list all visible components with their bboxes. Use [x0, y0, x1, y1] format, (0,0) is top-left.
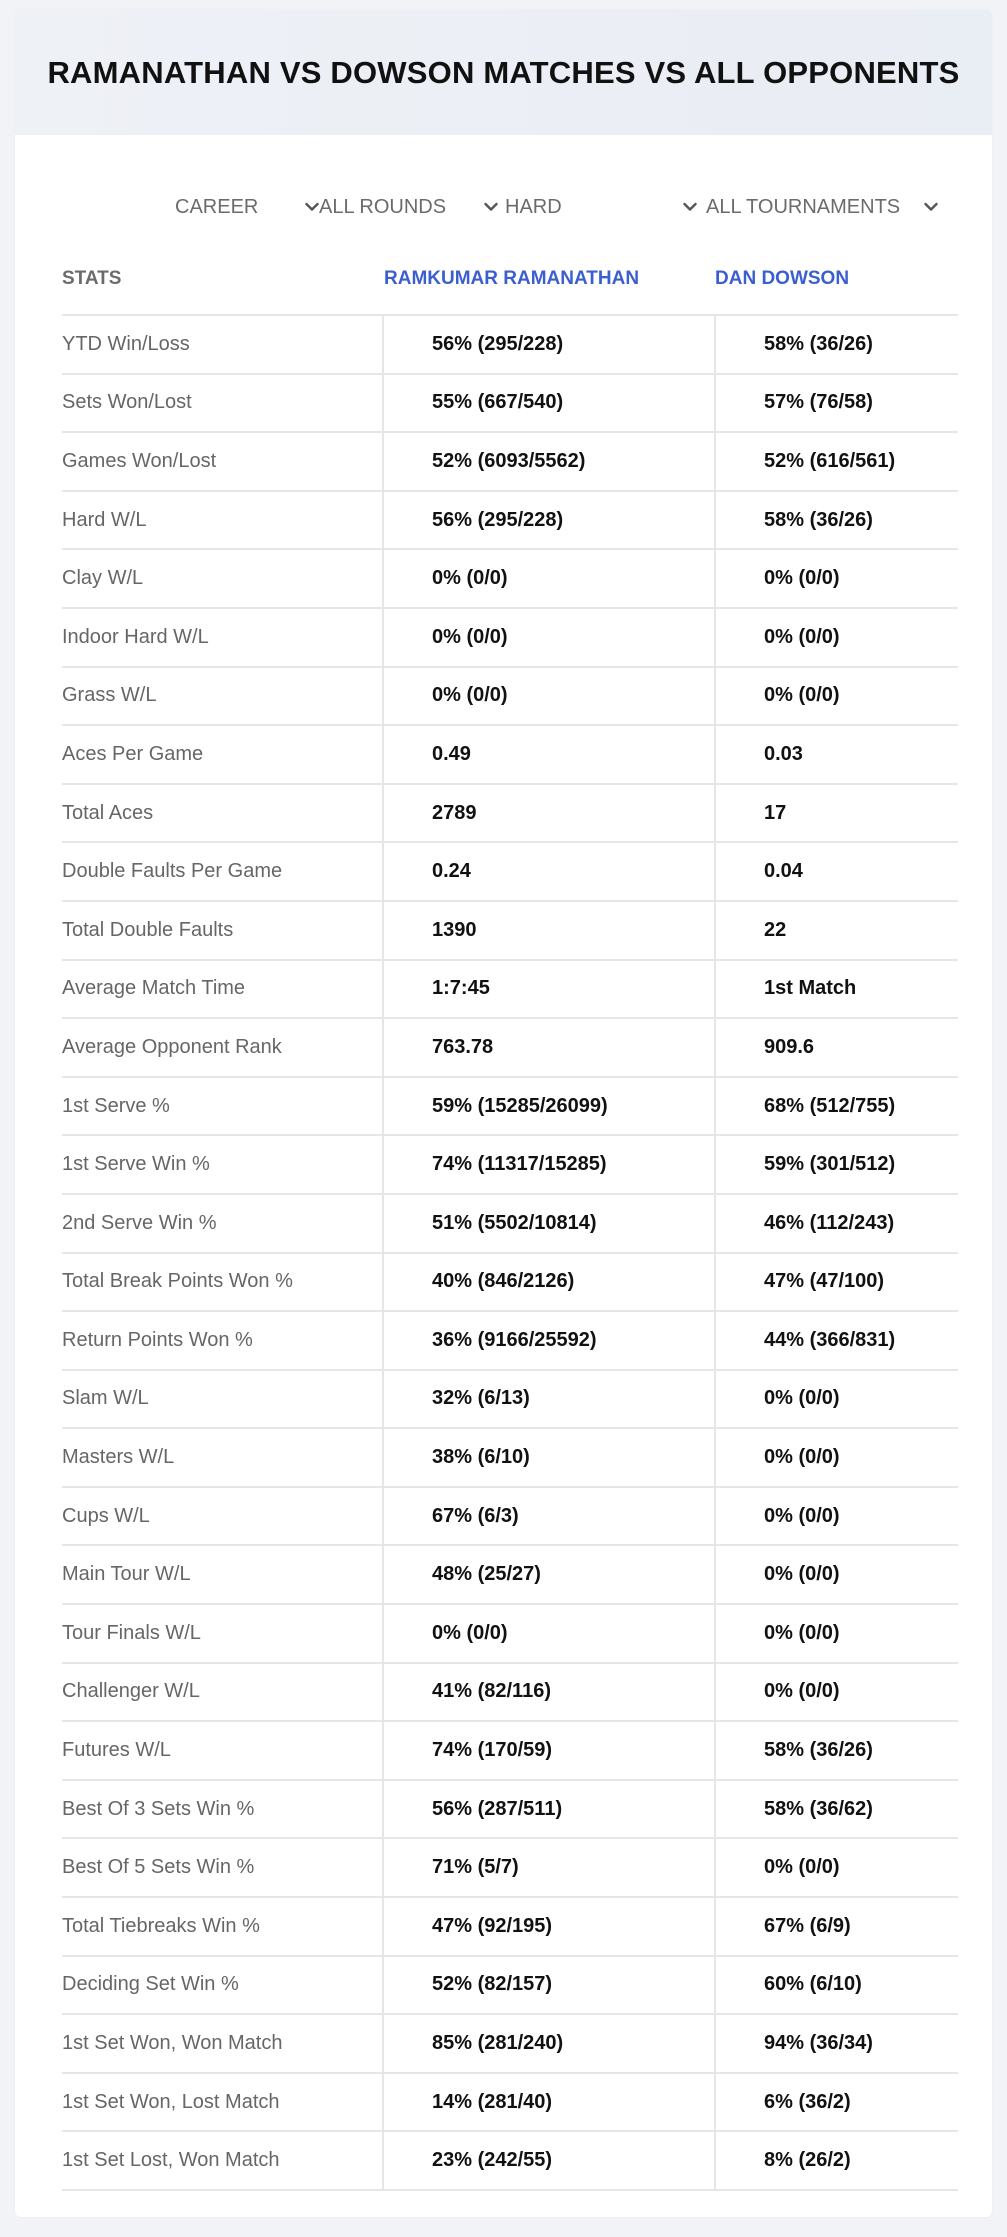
chevron-down-icon — [304, 195, 320, 219]
stat-label: Total Aces — [62, 801, 154, 824]
table-row — [62, 1488, 958, 1547]
filter-bar — [15, 182, 992, 232]
stat-label: 1st Set Won, Won Match — [62, 2032, 283, 2055]
rounds-filter-label: ALL ROUNDS — [319, 195, 447, 218]
table-row — [62, 492, 958, 551]
player1-value: 1390 — [432, 918, 477, 941]
player2-value: 0.03 — [764, 742, 803, 765]
stat-label: Indoor Hard W/L — [62, 625, 209, 648]
table-row — [62, 1605, 958, 1664]
stat-label: 1st Serve Win % — [62, 1153, 210, 1176]
player1-value: 85% (281/240) — [432, 2032, 564, 2055]
stat-label: Masters W/L — [62, 1446, 175, 1469]
stat-label: Aces Per Game — [62, 742, 204, 765]
stat-label: 1st Set Lost, Won Match — [62, 2149, 280, 2172]
stat-label: Total Tiebreaks Win % — [62, 1914, 260, 1937]
player2-value: 57% (76/58) — [764, 391, 873, 414]
stat-label: Cups W/L — [62, 1504, 150, 1527]
stat-label: Total Break Points Won % — [62, 1270, 293, 1293]
stat-label: Deciding Set Win % — [62, 1973, 239, 1996]
player1-value: 56% (287/511) — [432, 1797, 563, 1820]
player1-value: 74% (11317/15285) — [432, 1153, 607, 1176]
player2-value: 17 — [764, 801, 787, 824]
player1-value: 36% (9166/25592) — [432, 1328, 597, 1351]
player2-value: 8% (26/2) — [764, 2149, 851, 2172]
player2-value: 59% (301/512) — [764, 1153, 896, 1176]
stat-label: Total Double Faults — [62, 918, 234, 941]
table-row — [62, 1722, 958, 1781]
player2-value: 68% (512/755) — [764, 1094, 896, 1117]
player1-value: 0% (0/0) — [432, 625, 508, 648]
career-filter-label: CAREER — [175, 195, 259, 218]
player1-value: 56% (295/228) — [432, 332, 564, 355]
stat-label: Challenger W/L — [62, 1680, 200, 1703]
table-row — [62, 1254, 958, 1313]
table-row — [62, 902, 958, 961]
player1-value: 67% (6/3) — [432, 1504, 519, 1527]
player1-value: 59% (15285/26099) — [432, 1094, 608, 1117]
player1-value: 47% (92/195) — [432, 1914, 553, 1937]
table-row — [62, 1898, 958, 1957]
stats-table — [62, 243, 958, 2191]
player1-value: 52% (82/157) — [432, 1973, 553, 1996]
player2-value: 909.6 — [764, 1035, 815, 1058]
stat-label: Average Match Time — [62, 977, 246, 1000]
tournaments-filter-label: ALL TOURNAMENTS — [706, 195, 901, 218]
table-row — [62, 1195, 958, 1254]
player1-value: 38% (6/10) — [432, 1446, 530, 1469]
table-row — [62, 2015, 958, 2074]
player1-value: 763.78 — [432, 1035, 494, 1058]
player2-value: 94% (36/34) — [764, 2032, 873, 2055]
player2-value: 58% (36/26) — [764, 332, 873, 355]
player2-value: 58% (36/26) — [764, 508, 873, 531]
player1-value: 41% (82/116) — [432, 1680, 551, 1703]
career-filter-select[interactable] — [175, 182, 320, 232]
table-row — [62, 1078, 958, 1137]
player1-value: 32% (6/13) — [432, 1387, 530, 1410]
tournaments-filter-select[interactable] — [706, 182, 939, 232]
player1-value: 0% (0/0) — [432, 684, 508, 707]
player2-value: 0% (0/0) — [764, 567, 840, 590]
table-row — [62, 843, 958, 902]
player2-value: 22 — [764, 918, 787, 941]
table-row — [62, 2074, 958, 2133]
stat-label: Average Opponent Rank — [62, 1035, 282, 1058]
player2-value: 58% (36/26) — [764, 1739, 873, 1762]
player2-value: 52% (616/561) — [764, 449, 896, 472]
table-row — [62, 1957, 958, 2016]
stats-column-header: STATS — [62, 267, 122, 289]
stat-label: Double Faults Per Game — [62, 860, 283, 883]
table-row — [62, 2132, 958, 2191]
player2-value: 0% (0/0) — [764, 625, 840, 648]
table-row — [62, 1429, 958, 1488]
player2-value: 58% (36/62) — [764, 1797, 873, 1820]
table-row — [62, 726, 958, 785]
stat-label: Main Tour W/L — [62, 1563, 191, 1586]
stat-label: Grass W/L — [62, 684, 157, 707]
table-row — [62, 961, 958, 1020]
player1-value: 14% (281/40) — [432, 2090, 553, 2113]
table-row — [62, 1312, 958, 1371]
stat-label: 1st Serve % — [62, 1094, 170, 1117]
stats-card — [15, 10, 992, 2217]
player1-value: 0% (0/0) — [432, 1621, 508, 1644]
stat-label: Sets Won/Lost — [62, 391, 192, 414]
stat-label: 2nd Serve Win % — [62, 1211, 217, 1234]
player2-value: 60% (6/10) — [764, 1973, 862, 1996]
surface-filter-select[interactable] — [505, 182, 698, 232]
table-row — [62, 375, 958, 434]
chevron-down-icon — [923, 195, 939, 219]
player2-value: 0% (0/0) — [764, 1680, 840, 1703]
player1-value: 51% (5502/10814) — [432, 1211, 597, 1234]
table-row — [62, 1371, 958, 1430]
table-row — [62, 1019, 958, 1078]
table-body — [62, 316, 958, 2191]
player1-value: 0% (0/0) — [432, 567, 508, 590]
table-row — [62, 316, 958, 375]
table-row — [62, 668, 958, 727]
player1-value: 52% (6093/5562) — [432, 449, 586, 472]
table-row — [62, 1839, 958, 1898]
player1-value: 71% (5/7) — [432, 1856, 519, 1879]
stat-label: YTD Win/Loss — [62, 332, 190, 355]
player1-value: 1:7:45 — [432, 977, 490, 1000]
table-row — [62, 433, 958, 492]
stat-label: Futures W/L — [62, 1739, 171, 1762]
surface-filter-label: HARD — [505, 195, 562, 218]
stat-label: Best Of 3 Sets Win % — [62, 1797, 255, 1820]
chevron-down-icon — [483, 195, 499, 219]
player2-value: 44% (366/831) — [764, 1328, 896, 1351]
player2-value: 0% (0/0) — [764, 1563, 840, 1586]
page-header — [15, 10, 992, 135]
player2-value: 6% (36/2) — [764, 2090, 851, 2113]
player2-value: 67% (6/9) — [764, 1914, 851, 1937]
table-header-row — [62, 243, 958, 316]
table-row — [62, 1546, 958, 1605]
player2-value: 0% (0/0) — [764, 1504, 840, 1527]
stat-label: Return Points Won % — [62, 1328, 253, 1351]
table-row — [62, 550, 958, 609]
stat-label: Slam W/L — [62, 1387, 149, 1410]
table-row — [62, 785, 958, 844]
page-title: RAMANATHAN VS DOWSON MATCHES VS ALL OPPONENTS — [47, 54, 960, 90]
player2-value: 0% (0/0) — [764, 1856, 840, 1879]
table-row — [62, 609, 958, 668]
stat-label: Games Won/Lost — [62, 449, 217, 472]
player1-value: 23% (242/55) — [432, 2149, 553, 2172]
player2-value: 0% (0/0) — [764, 1621, 840, 1644]
player1-value: 74% (170/59) — [432, 1739, 553, 1762]
table-row — [62, 1781, 958, 1840]
stat-label: Hard W/L — [62, 508, 147, 531]
player2-column-header[interactable]: DAN DOWSON — [715, 267, 850, 289]
player1-value: 56% (295/228) — [432, 508, 564, 531]
player1-value: 2789 — [432, 801, 477, 824]
player2-value: 0% (0/0) — [764, 684, 840, 707]
player2-value: 46% (112/243) — [764, 1211, 895, 1234]
player1-value: 48% (25/27) — [432, 1563, 541, 1586]
chevron-down-icon — [682, 195, 698, 219]
table-row — [62, 1664, 958, 1723]
player1-value: 40% (846/2126) — [432, 1270, 575, 1293]
stat-label: Tour Finals W/L — [62, 1621, 201, 1644]
player2-value: 47% (47/100) — [764, 1270, 885, 1293]
stat-label: Best Of 5 Sets Win % — [62, 1856, 255, 1879]
column-divider — [382, 316, 384, 2191]
player1-value: 55% (667/540) — [432, 391, 564, 414]
rounds-filter-select[interactable] — [319, 182, 499, 232]
player1-value: 0.49 — [432, 742, 471, 765]
player2-value: 1st Match — [764, 977, 857, 1000]
player2-value: 0.04 — [764, 860, 803, 883]
player2-value: 0% (0/0) — [764, 1387, 840, 1410]
player1-value: 0.24 — [432, 860, 471, 883]
stat-label: 1st Set Won, Lost Match — [62, 2090, 280, 2113]
column-divider — [714, 316, 716, 2191]
stat-label: Clay W/L — [62, 567, 144, 590]
player2-value: 0% (0/0) — [764, 1446, 840, 1469]
player1-column-header[interactable]: RAMKUMAR RAMANATHAN — [384, 267, 640, 289]
table-row — [62, 1136, 958, 1195]
